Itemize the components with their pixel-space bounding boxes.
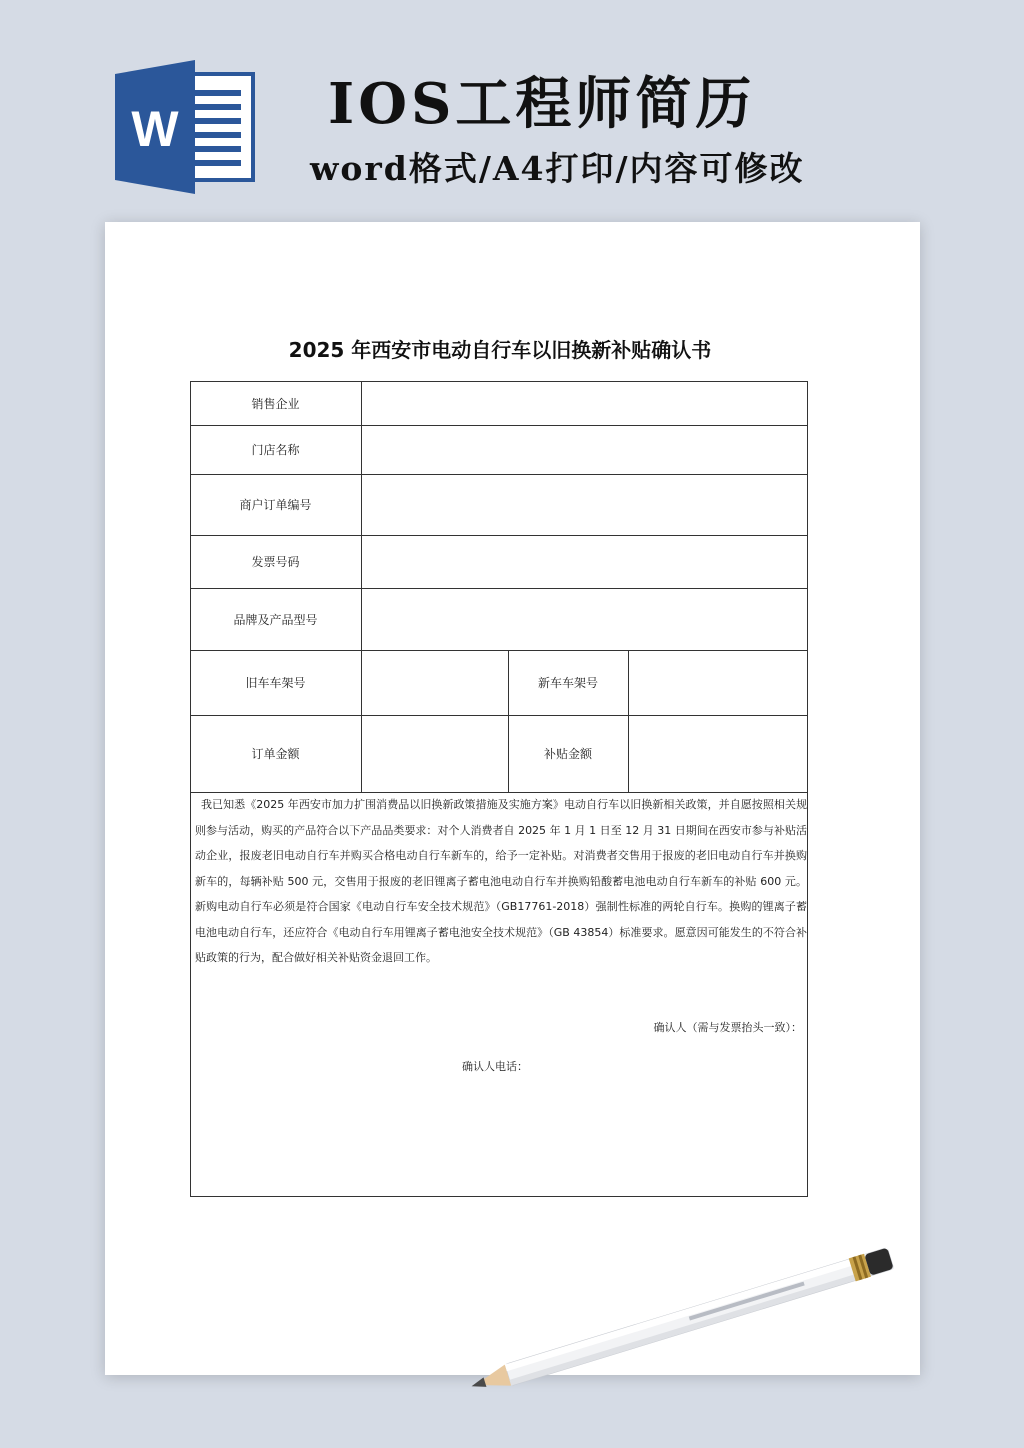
word-logo-icon (115, 60, 257, 194)
word-logo-letter: W (131, 101, 179, 157)
field-subsidy-amount[interactable] (629, 716, 807, 792)
banner-title: IOS工程师简历 (328, 71, 756, 137)
label-store-name: 门店名称 (251, 443, 300, 457)
banner-subtitle: word格式/A4打印/内容可修改 (310, 149, 805, 188)
label-seller: 销售企业 (251, 396, 300, 411)
confirmer-phone-label: 确认人电话： (462, 1060, 528, 1073)
field-invoice-number[interactable] (362, 536, 807, 588)
pencil-icon (460, 1245, 930, 1395)
label-new-frame-number: 新车车架号 (537, 676, 598, 690)
label-subsidy-amount: 补贴金额 (543, 747, 592, 761)
label-brand-model: 品牌及产品型号 (233, 612, 318, 627)
field-brand-model[interactable] (362, 589, 807, 650)
field-seller[interactable] (362, 382, 807, 425)
field-store-name[interactable] (362, 426, 807, 474)
field-old-frame-number[interactable] (362, 651, 508, 715)
field-order-number[interactable] (362, 475, 807, 535)
document-title: 2025 年西安市电动自行车以旧换新补贴确认书 (288, 338, 712, 362)
label-order-number: 商户订单编号 (239, 498, 312, 512)
confirmer-signature-label: 确认人（需与发票抬头一致）： (653, 1021, 802, 1034)
label-old-frame-number: 旧车车架号 (245, 676, 306, 690)
label-order-amount: 订单金额 (251, 747, 300, 761)
field-order-amount[interactable] (362, 716, 508, 792)
field-new-frame-number[interactable] (629, 651, 807, 715)
statement-paragraph: 我已知悉《2025 年西安市加力扩围消费品以旧换新政策措施及实施方案》电动自行车以旧换新相关政策，并自愿按照相关规则参与活动，购买的产品符合以下产品品类要求：对个人消费者自 2025 年 1 月 1 日至 12 月 31 日期间在西安市参与补贴活动企业，报废老旧电动自行车并购买合格电动自行车新车的，给予一定补贴。对消费者交售用于报废的老旧电动自行车并换购新车的，每辆补贴 500 元，交售用于报废的老旧锂离子蓄电池电动自行车并换购铅酸蓄电池电动自行车新车的补贴 600 元。新购电动自行车必须是符合国家《电动自行车安全技术规范》（GB17761-2018）强制性标准的两轮自行车。换购的锂离子蓄电池电动自行车，还应符合《电动自行车用锂离子蓄电池安全技术规范》（GB 43854）标准要求。愿意因可能发生的不符合补贴政策的行为，配合做好相关补贴资金退回工作。 (195, 798, 807, 964)
label-invoice-number: 发票号码 (251, 555, 300, 569)
